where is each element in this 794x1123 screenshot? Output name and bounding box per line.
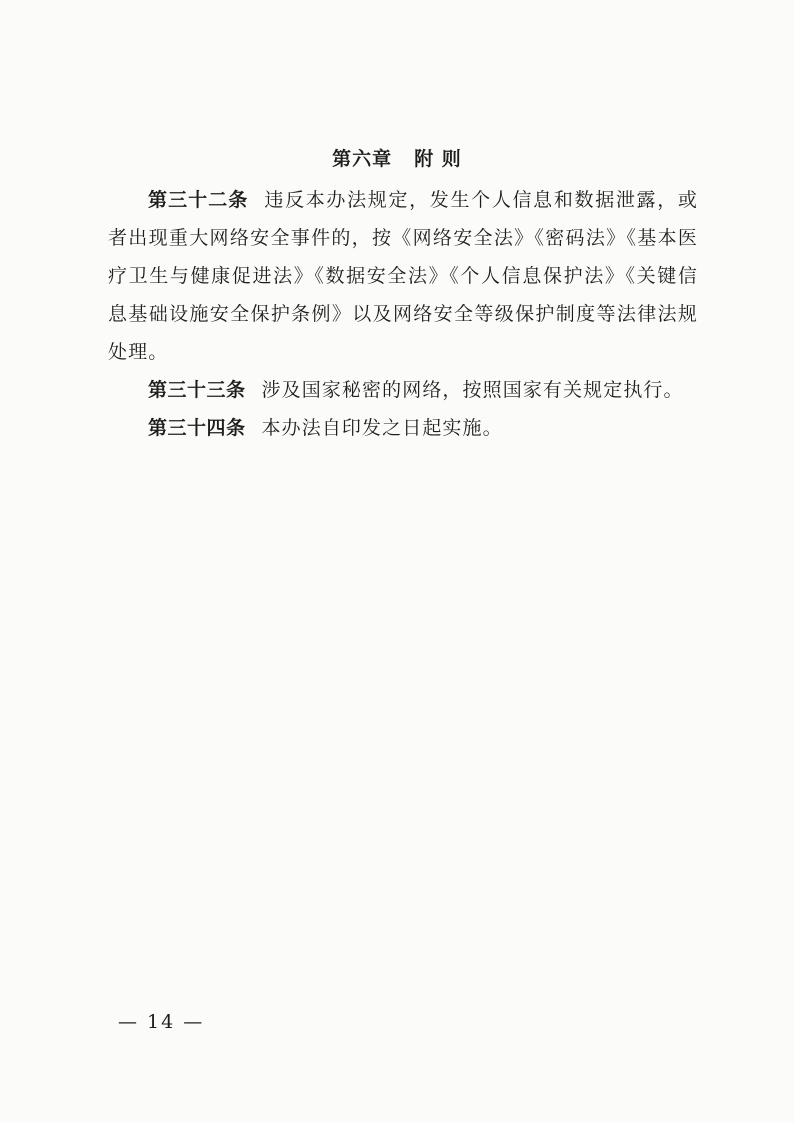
chapter-name: 附 则 <box>414 148 462 170</box>
document-body <box>108 181 698 447</box>
article-text: 涉及国家秘密的网络，按照国家有关规定执行。 <box>261 379 684 401</box>
article-text: 本办法自印发之日起实施。 <box>261 417 503 439</box>
chapter-title <box>0 144 794 171</box>
chapter-number: 第六章 <box>332 148 393 170</box>
article-number: 第三十二条 <box>148 189 249 211</box>
article-33 <box>108 371 698 409</box>
article-number: 第三十三条 <box>148 379 246 401</box>
article-number: 第三十四条 <box>148 417 246 439</box>
article-32 <box>108 181 698 371</box>
article-text: 违反本办法规定，发生个人信息和数据泄露，或者出现重大网络安全事件的，按《网络安全法》《密码法》《基本医疗卫生与健康促进法》《数据安全法》《个人信息保护法》《关键信息基础设施安全保护条例》以及网络安全等级保护制度等法律法规处理。 <box>108 189 698 363</box>
page-number: — 14 — <box>118 1011 205 1033</box>
article-34 <box>108 409 698 447</box>
